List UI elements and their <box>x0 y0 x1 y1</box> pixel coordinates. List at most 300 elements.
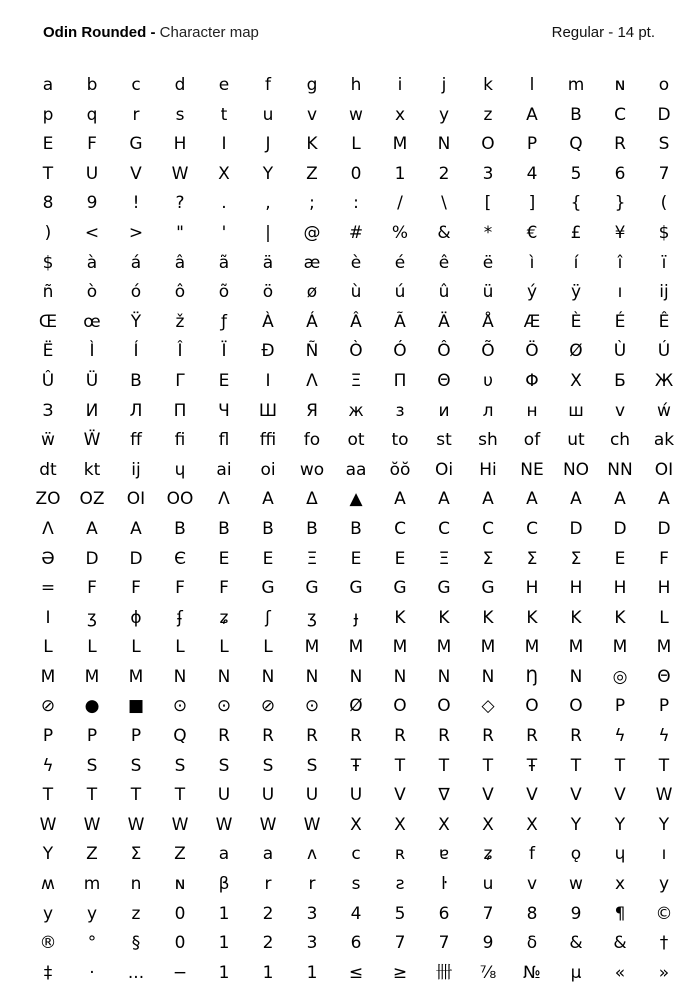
glyph-cell: & <box>437 222 451 243</box>
glyph-cell: Q <box>173 726 187 747</box>
glyph-row <box>26 308 686 338</box>
glyph-cell: U <box>85 163 99 184</box>
glyph-cell: H <box>569 578 583 599</box>
glyph-cell: N <box>305 666 319 687</box>
glyph-cell: u <box>482 874 494 895</box>
glyph-cell: U <box>261 785 275 806</box>
glyph-cell: ı <box>661 844 667 865</box>
glyph-cell: st <box>436 430 452 451</box>
character-grid <box>26 71 686 988</box>
glyph-cell: L <box>43 637 53 658</box>
glyph-row <box>26 249 686 279</box>
glyph-cell: [ <box>484 193 492 214</box>
glyph-cell: X <box>394 814 406 835</box>
glyph-cell: 9 <box>570 903 582 924</box>
glyph-cell: Ð <box>261 341 275 362</box>
glyph-row <box>26 219 686 249</box>
glyph-cell: B <box>306 518 318 539</box>
glyph-cell: fl <box>218 430 230 451</box>
glyph-cell: 9 <box>482 933 494 954</box>
glyph-cell: C <box>394 518 406 539</box>
glyph-cell: v <box>306 104 318 125</box>
glyph-cell: R <box>526 726 538 747</box>
glyph-cell: N <box>437 134 451 155</box>
glyph-cell: N <box>393 666 407 687</box>
glyph-cell: Ü <box>85 370 99 391</box>
glyph-cell: C <box>526 518 538 539</box>
glyph-cell: * <box>483 222 493 243</box>
glyph-cell: L <box>219 637 229 658</box>
glyph-cell: V <box>570 785 582 806</box>
glyph-cell: Ξ <box>438 548 450 569</box>
glyph-cell: of <box>523 430 541 451</box>
glyph-cell: D <box>657 518 671 539</box>
glyph-cell: £ <box>570 222 582 243</box>
glyph-row <box>26 130 686 160</box>
glyph-cell: Y <box>614 814 626 835</box>
glyph-cell: / <box>397 193 403 214</box>
glyph-cell: v <box>614 400 626 421</box>
glyph-cell: œ <box>83 311 101 332</box>
glyph-cell: Ã <box>394 311 406 332</box>
glyph-cell: Σ <box>130 844 142 865</box>
glyph-row <box>26 574 686 604</box>
glyph-cell: = <box>40 578 56 599</box>
glyph-cell: ! <box>132 193 140 214</box>
glyph-cell: № <box>523 962 541 983</box>
glyph-cell: 1 <box>218 933 230 954</box>
glyph-cell: fi <box>174 430 186 451</box>
glyph-cell: X <box>482 814 494 835</box>
glyph-cell: L <box>87 637 97 658</box>
glyph-cell: ⊙ <box>216 696 232 717</box>
glyph-cell: wo <box>299 459 325 480</box>
glyph-cell: Ẅ <box>83 430 101 451</box>
glyph-cell: N <box>481 666 495 687</box>
glyph-cell: æ <box>303 252 321 273</box>
glyph-cell: M <box>612 637 628 658</box>
glyph-cell: à <box>86 252 98 273</box>
glyph-cell: ž <box>175 311 185 332</box>
glyph-cell: Ø <box>349 696 363 717</box>
glyph-cell: OI <box>126 489 146 510</box>
glyph-cell: ʀ <box>394 844 406 865</box>
glyph-cell: W <box>83 814 101 835</box>
glyph-cell: Y <box>570 814 582 835</box>
glyph-cell: W <box>171 163 189 184</box>
glyph-cell: W <box>39 814 57 835</box>
glyph-cell: V <box>614 785 626 806</box>
glyph-cell: A <box>394 489 406 510</box>
glyph-cell: A <box>130 518 142 539</box>
glyph-cell: ï <box>661 252 667 273</box>
glyph-cell: T <box>614 755 626 776</box>
glyph-row <box>26 692 686 722</box>
glyph-cell: í <box>573 252 579 273</box>
glyph-cell: R <box>482 726 494 747</box>
glyph-cell: « <box>614 962 626 983</box>
page-header <box>43 24 655 48</box>
glyph-cell: Ì <box>89 341 95 362</box>
glyph-cell: ƒ <box>221 311 227 332</box>
glyph-cell: f <box>529 844 535 865</box>
glyph-cell: u <box>262 104 274 125</box>
glyph-cell: ◇ <box>481 696 495 717</box>
glyph-cell: Ó <box>393 341 407 362</box>
glyph-cell: T <box>86 785 98 806</box>
glyph-cell: S <box>130 755 142 776</box>
glyph-cell: ‡ <box>43 962 53 983</box>
glyph-cell: } <box>614 193 626 214</box>
glyph-cell: ɸ <box>130 607 142 628</box>
glyph-cell: û <box>438 282 450 303</box>
glyph-cell: I <box>221 134 227 155</box>
glyph-cell: ɐ <box>438 844 450 865</box>
glyph-cell: ǫ <box>570 844 582 865</box>
glyph-row <box>26 870 686 900</box>
glyph-cell: P <box>42 726 54 747</box>
glyph-cell: > <box>128 222 144 243</box>
glyph-cell: ■ <box>127 696 145 717</box>
glyph-cell: ẃ <box>657 400 671 421</box>
glyph-cell: NE <box>520 459 544 480</box>
glyph-cell: Ч <box>218 400 230 421</box>
glyph-cell: É <box>614 311 626 332</box>
glyph-cell: E <box>218 548 230 569</box>
glyph-cell: ɥ <box>614 844 626 865</box>
glyph-cell: x <box>394 104 406 125</box>
glyph-cell: Ŧ <box>350 755 362 776</box>
glyph-cell: ʍ <box>41 874 55 895</box>
glyph-cell: O <box>393 696 407 717</box>
glyph-cell: P <box>526 134 538 155</box>
glyph-cell: & <box>613 933 627 954</box>
glyph-cell: M <box>568 637 584 658</box>
glyph-cell: ʑ <box>483 844 493 865</box>
glyph-cell: C <box>614 104 626 125</box>
glyph-cell: н <box>526 400 538 421</box>
glyph-cell: ) <box>44 222 52 243</box>
glyph-cell: T <box>174 785 186 806</box>
glyph-cell: x <box>614 874 626 895</box>
glyph-cell: h <box>350 75 362 95</box>
glyph-cell: 3 <box>306 903 318 924</box>
glyph-cell: ı <box>617 282 623 303</box>
glyph-cell: $ <box>658 222 670 243</box>
glyph-cell: 8 <box>42 193 54 214</box>
glyph-row <box>26 485 686 515</box>
glyph-cell: ¥ <box>614 222 626 243</box>
glyph-row <box>26 367 686 397</box>
glyph-cell: P <box>614 696 626 717</box>
glyph-cell: Ù <box>613 341 627 362</box>
glyph-cell: F <box>219 578 229 599</box>
glyph-cell: # <box>348 222 364 243</box>
glyph-cell: ü <box>482 282 494 303</box>
glyph-cell: Q <box>569 134 583 155</box>
glyph-cell: S <box>306 755 318 776</box>
glyph-cell: » <box>658 962 670 983</box>
glyph-cell: T <box>42 163 54 184</box>
glyph-cell: N <box>217 666 231 687</box>
glyph-cell: I <box>265 370 271 391</box>
glyph-cell: Θ <box>437 370 451 391</box>
glyph-cell: B <box>130 370 142 391</box>
glyph-cell: З <box>42 400 54 421</box>
glyph-cell: M <box>128 666 144 687</box>
glyph-row <box>26 811 686 841</box>
glyph-cell: ш <box>568 400 584 421</box>
glyph-cell: R <box>306 726 318 747</box>
glyph-cell: μ <box>570 962 582 983</box>
glyph-cell: A <box>526 489 538 510</box>
glyph-cell: Á <box>306 311 318 332</box>
glyph-cell: ʒ <box>87 607 97 628</box>
glyph-cell: N <box>569 666 583 687</box>
glyph-cell: p <box>42 104 54 125</box>
glyph-cell: L <box>131 637 141 658</box>
glyph-cell: s <box>175 104 185 125</box>
glyph-cell: D <box>85 548 99 569</box>
glyph-cell: to <box>391 430 409 451</box>
glyph-cell: M <box>480 637 496 658</box>
glyph-cell: j <box>441 75 447 95</box>
glyph-cell: ÿ <box>570 282 582 303</box>
glyph-cell: Ö <box>525 341 539 362</box>
glyph-cell: P <box>130 726 142 747</box>
glyph-cell: aa <box>345 459 367 480</box>
glyph-cell: E <box>394 548 406 569</box>
glyph-cell: Λ <box>306 370 318 391</box>
glyph-cell: L <box>351 134 361 155</box>
glyph-cell: Z <box>86 844 98 865</box>
glyph-row <box>26 722 686 752</box>
glyph-cell: NN <box>607 459 633 480</box>
glyph-cell: ä <box>262 252 274 273</box>
glyph-cell: Ñ <box>305 341 319 362</box>
glyph-cell: − <box>172 962 188 983</box>
glyph-cell: Y <box>262 163 274 184</box>
glyph-cell: y <box>86 903 98 924</box>
glyph-cell: O <box>437 696 451 717</box>
glyph-cell: © <box>655 903 673 924</box>
glyph-cell: é <box>394 252 406 273</box>
glyph-cell: z <box>131 903 141 924</box>
glyph-cell: X <box>218 163 230 184</box>
glyph-cell: o <box>658 75 670 95</box>
glyph-cell: Ú <box>657 341 671 362</box>
glyph-cell: e <box>218 75 230 95</box>
glyph-cell: R <box>570 726 582 747</box>
glyph-cell: 1 <box>218 962 230 983</box>
glyph-cell: D <box>657 104 671 125</box>
glyph-cell: W <box>171 814 189 835</box>
glyph-cell: | <box>265 222 271 243</box>
glyph-cell: Ô <box>437 341 451 362</box>
glyph-cell: G <box>349 578 363 599</box>
glyph-cell: ϟ <box>658 726 670 747</box>
glyph-cell: ° <box>87 933 97 954</box>
glyph-cell: X <box>438 814 450 835</box>
glyph-cell: 4 <box>526 163 538 184</box>
glyph-cell: 6 <box>350 933 362 954</box>
glyph-cell: V <box>130 163 142 184</box>
glyph-cell: H <box>173 134 187 155</box>
glyph-cell: è <box>350 252 362 273</box>
glyph-cell: Ï <box>221 341 227 362</box>
glyph-row <box>26 545 686 575</box>
glyph-cell: Ə <box>41 548 55 569</box>
glyph-cell: y <box>42 903 54 924</box>
glyph-cell: M <box>656 637 672 658</box>
glyph-cell: ϟ <box>42 755 54 776</box>
glyph-cell: @ <box>303 222 321 243</box>
glyph-cell: Ÿ <box>130 311 142 332</box>
glyph-cell: R <box>614 134 626 155</box>
glyph-cell: 0 <box>174 903 186 924</box>
glyph-cell: Ë <box>42 341 54 362</box>
glyph-cell: c <box>351 844 361 865</box>
glyph-cell: Ä <box>438 311 450 332</box>
glyph-cell: 7 <box>482 903 494 924</box>
glyph-cell: ô <box>174 282 186 303</box>
glyph-cell: T <box>438 755 450 776</box>
glyph-cell: ⊘ <box>260 696 276 717</box>
glyph-cell: f <box>265 75 271 95</box>
glyph-cell: ĳ <box>659 282 669 303</box>
title-separator: - <box>146 24 160 41</box>
glyph-cell: r <box>308 874 316 895</box>
glyph-cell: Ш <box>258 400 278 421</box>
glyph-cell: ŀ <box>441 874 447 895</box>
glyph-cell: ø <box>306 282 318 303</box>
glyph-cell: 3 <box>482 163 494 184</box>
glyph-cell: Õ <box>481 341 495 362</box>
glyph-cell: B <box>174 518 186 539</box>
glyph-cell: m <box>567 75 585 95</box>
glyph-cell: C <box>482 518 494 539</box>
glyph-cell: ch <box>609 430 631 451</box>
glyph-cell: ... <box>127 962 145 983</box>
glyph-cell: M <box>348 637 364 658</box>
glyph-cell: Γ <box>175 370 185 391</box>
glyph-cell: ZO <box>35 489 61 510</box>
glyph-cell: J <box>265 134 271 155</box>
glyph-cell: OI <box>654 459 674 480</box>
glyph-cell: ai <box>216 459 232 480</box>
glyph-cell: F <box>659 548 669 569</box>
glyph-cell: O <box>569 696 583 717</box>
glyph-cell: È <box>570 311 582 332</box>
glyph-cell: L <box>263 637 273 658</box>
glyph-cell: T <box>394 755 406 776</box>
glyph-cell: β <box>218 874 230 895</box>
glyph-cell: B <box>218 518 230 539</box>
glyph-cell: ɥ <box>174 459 186 480</box>
glyph-cell: . <box>221 193 227 214</box>
glyph-cell: ; <box>309 193 315 214</box>
glyph-cell: 2 <box>262 903 274 924</box>
glyph-cell: ã <box>218 252 230 273</box>
glyph-cell: E <box>262 548 274 569</box>
glyph-cell: Λ <box>218 489 230 510</box>
glyph-cell: a <box>218 844 230 865</box>
glyph-cell: § <box>131 933 141 954</box>
glyph-cell: V <box>482 785 494 806</box>
glyph-cell: Hi <box>479 459 497 480</box>
glyph-cell: Л <box>129 400 143 421</box>
glyph-cell: Z <box>174 844 186 865</box>
glyph-cell: B <box>350 518 362 539</box>
glyph-cell: r <box>132 104 140 125</box>
glyph-cell: î <box>617 252 623 273</box>
glyph-cell: R <box>262 726 274 747</box>
glyph-cell: Í <box>133 341 139 362</box>
glyph-row <box>26 633 686 663</box>
glyph-cell: 卌 <box>435 962 453 983</box>
glyph-cell: K <box>482 607 494 628</box>
glyph-cell: fo <box>303 430 321 451</box>
glyph-cell: Ξ <box>306 548 318 569</box>
glyph-cell: Æ <box>523 311 541 332</box>
glyph-cell: ж <box>348 400 364 421</box>
glyph-cell: л <box>482 400 494 421</box>
glyph-cell: ë <box>482 252 494 273</box>
glyph-cell: ɴ <box>174 874 186 895</box>
font-name: Odin Rounded <box>43 24 147 41</box>
glyph-cell: ≥ <box>392 962 408 983</box>
glyph-cell: ʑ <box>219 607 229 628</box>
glyph-cell: ak <box>653 430 675 451</box>
glyph-cell: a <box>262 844 274 865</box>
glyph-row <box>26 101 686 131</box>
glyph-cell: 0 <box>350 163 362 184</box>
glyph-cell: X <box>570 370 582 391</box>
glyph-cell: 4 <box>350 903 362 924</box>
glyph-cell: T <box>42 785 54 806</box>
glyph-cell: 7 <box>658 163 670 184</box>
glyph-cell: { <box>570 193 582 214</box>
glyph-row <box>26 929 686 959</box>
glyph-cell: w <box>569 874 583 895</box>
glyph-cell: N <box>173 666 187 687</box>
glyph-cell: b <box>86 75 98 95</box>
glyph-cell: G <box>437 578 451 599</box>
glyph-row <box>26 71 686 101</box>
glyph-cell: R <box>350 726 362 747</box>
glyph-cell: g <box>306 75 318 95</box>
glyph-cell: Û <box>41 370 55 391</box>
glyph-cell: r <box>264 874 272 895</box>
glyph-cell: и <box>438 400 450 421</box>
glyph-cell: L <box>175 637 185 658</box>
glyph-row <box>26 278 686 308</box>
glyph-row <box>26 781 686 811</box>
glyph-cell: υ <box>483 370 493 391</box>
glyph-cell: Z <box>306 163 318 184</box>
glyph-cell: t <box>220 104 228 125</box>
glyph-row <box>26 397 686 427</box>
glyph-row <box>26 900 686 930</box>
glyph-cell: W <box>655 785 673 806</box>
glyph-cell: G <box>261 578 275 599</box>
glyph-cell: s <box>351 874 361 895</box>
glyph-cell: q <box>86 104 98 125</box>
glyph-cell: ʌ <box>306 844 318 865</box>
glyph-cell: ϟ <box>614 726 626 747</box>
glyph-cell: kt <box>83 459 101 480</box>
glyph-cell: F <box>175 578 185 599</box>
